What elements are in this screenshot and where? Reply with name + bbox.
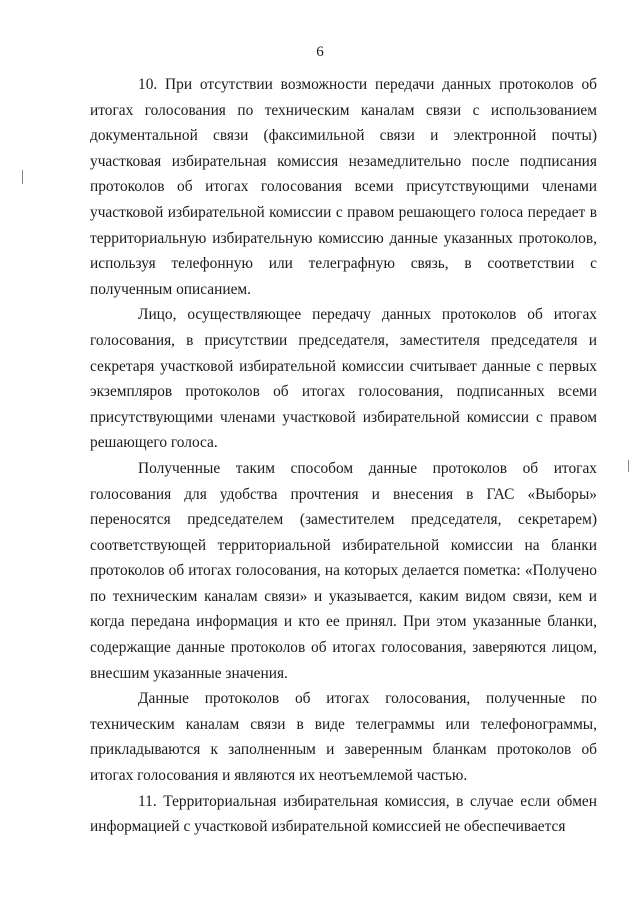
paragraph-transfer: Полученные таким способом данные протоколов об итогах голосования для удобства прочтения и внесения в ГАС «Выборы» переносятся председателем (заместителем председателя, секретарем) соответствующей территориальной избирательной комиссии на бланки протоколов об итогах голосования, на которых делается пометка: «Получено по техническим каналам связи» и указывается, каким видом связи, кем и когда передана информация и кто ее принял. При этом указанные бланки, содержащие данные протоколов об итогах голосования, заверяются лицом, внесшим указанные значения. [90,459,597,682]
left-margin-mark [22,170,23,184]
paragraph-reader: Лицо, осуществляющее передачу данных протоколов об итогах голосования, в присутствии председателя, заместителя председателя и секретаря участковой избирательной комиссии считывает данные с первых экземпляров протоколов об итогах голосования, подписанных всеми присутствующими членами участковой избирательной комиссии с правом решающего голоса. [90,306,597,452]
paragraph-attachment: Данные протоколов об итогах голосования, полученные по техническим каналам связи в виде телеграммы или телефонограммы, прикладываются к заполненным и заверенным бланкам протоколов об итогах голосования и являются их неотъемлемой частью. [90,690,597,785]
page-number: 6 [316,44,324,60]
paragraph-10: 10. При отсутствии возможности передачи данных протоколов об итогах голосования по техническим каналам связи с использованием документальной связи (факсимильной связи и электронной почты) участковая избирательная комиссия незамедлительно после подписания протоколов об итогах голосования всеми присутствующими членами участковой избирательной комиссии с правом решающего голоса передает в территориальную избирательную комиссию данные указанных протоколов, используя телефонную или телеграфную связь, в соответствии с полученным описанием. [90,76,597,298]
paragraph-11: 11. Территориальная избирательная комиссия, в случае если обмен информацией с участковой избирательной комиссией не обеспечивается [90,792,597,836]
body-text [90,72,597,840]
right-margin-mark [628,460,629,472]
